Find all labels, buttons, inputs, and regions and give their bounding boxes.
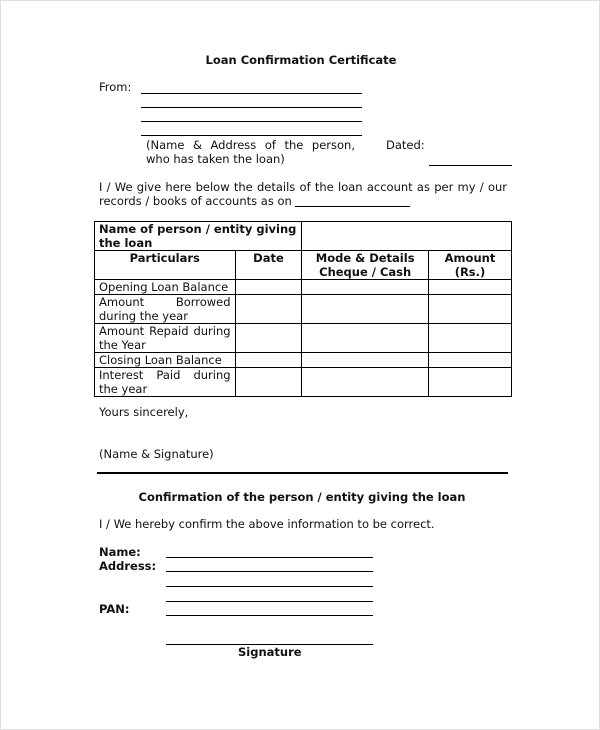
closing-text: Yours sincerely, (99, 405, 189, 419)
document-title: Loan Confirmation Certificate (205, 53, 397, 67)
intro-line2: records / books of accounts as on (99, 194, 292, 208)
accounts-date-line[interactable] (295, 206, 410, 207)
mode-cell[interactable] (302, 295, 429, 324)
date-cell[interactable] (235, 353, 302, 368)
mode-cell[interactable] (302, 280, 429, 295)
mode-cell[interactable] (302, 353, 429, 368)
table-row (95, 280, 512, 295)
header-amount: Amount (Rs.) (428, 251, 511, 280)
address-label: Address: (99, 559, 157, 573)
row-label: Opening Loan Balance (95, 280, 236, 295)
name-label: Name: (99, 545, 141, 559)
date-cell[interactable] (235, 368, 302, 397)
date-cell[interactable] (235, 280, 302, 295)
address-line-3[interactable] (166, 601, 373, 602)
lender-name-row (95, 222, 512, 251)
amount-cell[interactable] (428, 280, 511, 295)
section-divider (97, 472, 508, 474)
date-cell[interactable] (235, 295, 302, 324)
from-line-4[interactable] (141, 135, 362, 136)
confirmation-statement: I / We hereby confirm the above information to be correct. (99, 517, 435, 531)
date-cell[interactable] (235, 324, 302, 353)
table-row (95, 295, 512, 324)
mode-cell[interactable] (302, 368, 429, 397)
amount-cell[interactable] (428, 368, 511, 397)
table-row (95, 368, 512, 397)
dated-label: Dated: (386, 138, 425, 152)
pan-line[interactable] (166, 615, 373, 616)
name-address-note-line1: (Name & Address of the person, (146, 138, 355, 152)
pan-label: PAN: (99, 602, 130, 616)
from-line-2[interactable] (141, 107, 362, 108)
address-line-1[interactable] (166, 571, 373, 572)
lender-name-label: Name of person / entity giving the loan (95, 222, 302, 251)
row-label: Interest Paid during the year (95, 368, 236, 397)
amount-cell[interactable] (428, 295, 511, 324)
amount-cell[interactable] (428, 353, 511, 368)
amount-cell[interactable] (428, 324, 511, 353)
row-label: Amount Borrowed during the year (95, 295, 236, 324)
signature-label: Signature (238, 645, 302, 659)
row-label: Closing Loan Balance (95, 353, 236, 368)
row-label: Amount Repaid during the Year (95, 324, 236, 353)
name-address-note-line2: who has taken the loan) (146, 152, 285, 166)
from-label: From: (99, 80, 132, 94)
dated-line[interactable] (429, 165, 512, 166)
loan-details-table (94, 221, 512, 397)
mode-cell[interactable] (302, 324, 429, 353)
intro-line1: I / We give here below the details of the loan account as per my / our (99, 180, 507, 194)
table-row (95, 324, 512, 353)
address-line-2[interactable] (166, 586, 373, 587)
lender-name-cell[interactable] (302, 222, 512, 251)
from-line-3[interactable] (141, 121, 362, 122)
name-line[interactable] (166, 557, 373, 558)
header-particulars: Particulars (95, 251, 236, 280)
from-line-1[interactable] (141, 93, 362, 94)
table-row (95, 353, 512, 368)
signature-note: (Name & Signature) (99, 447, 214, 461)
table-header-row (95, 251, 512, 280)
header-mode-details: Mode & Details Cheque / Cash (302, 251, 429, 280)
confirmation-heading: Confirmation of the person / entity giving the loan (138, 490, 466, 504)
header-date: Date (235, 251, 302, 280)
